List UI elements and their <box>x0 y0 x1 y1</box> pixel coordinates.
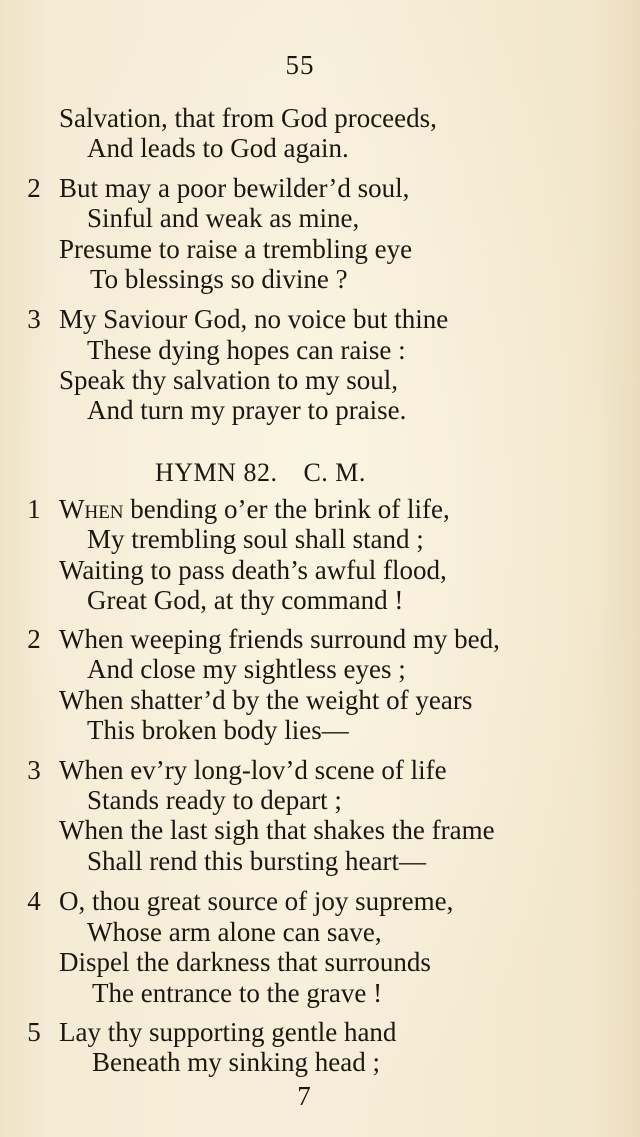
verse-line: And leads to God again. <box>87 133 349 163</box>
verse-line: O, thou great source of joy supreme, <box>59 886 454 916</box>
verse-number: 5 <box>27 1017 41 1047</box>
verse-line-rest: bending o’er the brink of life, <box>123 494 450 524</box>
verse-number: 4 <box>27 886 41 916</box>
verse-line: Waiting to pass death’s awful flood, <box>59 555 447 585</box>
verse-line: And close my sightless eyes ; <box>87 654 406 684</box>
drop-word: When <box>59 494 124 524</box>
verse-line: Whose arm alone can save, <box>87 917 382 947</box>
verse-line: Lay thy supporting gentle hand <box>59 1017 397 1047</box>
verse-line: My Saviour God, no voice but thine <box>59 304 449 334</box>
verse-line: Dispel the darkness that surrounds <box>59 947 431 977</box>
verse-line: This broken body lies— <box>87 715 349 745</box>
hymn-meter: C. M. <box>303 458 366 487</box>
verse-line: Great God, at thy command ! <box>87 585 404 615</box>
verse-line: Sinful and weak as mine, <box>87 203 360 233</box>
signature-mark: 7 <box>297 1081 311 1111</box>
verse-line: And turn my prayer to praise. <box>87 395 407 425</box>
verse-line: When ev’ry long-lov’d scene of life <box>59 755 447 785</box>
verse-number: 1 <box>27 494 41 524</box>
page-number: 55 <box>285 50 315 80</box>
verse-line: Salvation, that from God proceeds, <box>59 103 437 133</box>
verse-line: My trembling soul shall stand ; <box>87 524 424 554</box>
verse-line: Stands ready to depart ; <box>87 785 342 815</box>
verse-line: Shall rend this bursting heart— <box>87 846 426 876</box>
hymn-title: HYMN 82. <box>155 458 278 487</box>
verse-line: To blessings so divine ? <box>90 264 348 294</box>
verse-number: 2 <box>27 173 41 203</box>
verse-line <box>59 494 450 524</box>
verse-number: 3 <box>27 304 41 334</box>
verse-number: 2 <box>27 624 41 654</box>
verse-line: Presume to raise a trembling eye <box>59 234 413 264</box>
verse-line: Speak thy salvation to my soul, <box>59 365 398 395</box>
verse-line: But may a poor bewilder’d soul, <box>59 173 410 203</box>
verse-line: These dying hopes can raise : <box>87 335 406 365</box>
verse-number: 3 <box>27 755 41 785</box>
verse-line: When weeping friends surround my bed, <box>59 624 500 654</box>
verse-line: When shatter’d by the weight of years <box>59 685 473 715</box>
verse-line: Beneath my sinking head ; <box>92 1047 380 1077</box>
verse-line: When the last sigh that shakes the frame <box>59 815 495 845</box>
hymn-heading <box>155 458 366 488</box>
verse-line: The entrance to the grave ! <box>92 978 383 1008</box>
